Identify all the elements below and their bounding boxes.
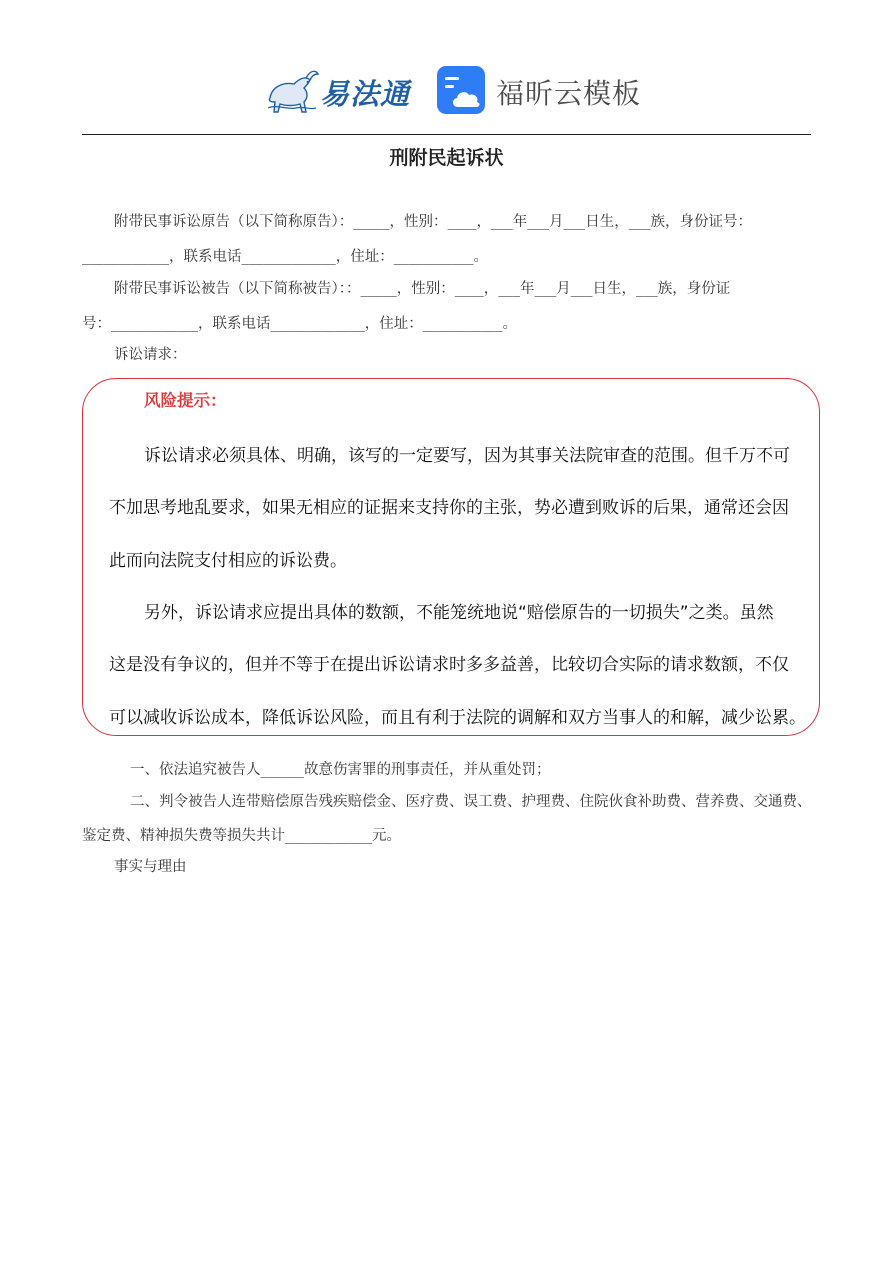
facts-label: 事实与理由 [114,859,187,875]
risk-notice-line: 诉讼请求必须具体、明确，该写的一定要写，因为其事关法院审查的范围。但千万不可 [144,446,790,466]
yifatong-logo [262,64,412,116]
claim-2-line-2: 鉴定费、精神损失费等损失共计____________元。 [82,828,401,844]
plaintiff-line-2: ____________，联系电话_____________，住址：___________。 [82,249,488,265]
risk-notice-line: 另外，诉讼请求应提出具体的数额，不能笼统地说“赔偿原告的一切损失”之类。虽然 [144,603,774,623]
claim-2-line-1: 二、判令被告人连带赔偿原告残疾赔偿金、医疗费、误工费、护理费、住院伙食补助费、营养费、交通费、 [130,794,812,810]
risk-notice-line: 这是没有争议的，但并不等于在提出诉讼请求时多多益善，比较切合实际的请求数额，不仅 [109,655,789,675]
page-title: 刑附民起诉状 [389,147,504,169]
defendant-line-2: 号：____________，联系电话_____________，住址：___________。 [82,316,517,332]
defendant-line-1: 附带民事诉讼被告（以下简称被告）：：_____，性别：____，___年___月___日生，___族，身份证 [114,281,731,297]
risk-notice-line: 此而向法院支付相应的诉讼费。 [109,551,347,571]
claim-1: 一、依法追究被告人______故意伤害罪的刑事责任，并从重处罚； [130,762,551,778]
logo2-text: 福昕云模板 [496,77,642,110]
logo1-text: 易法通 [320,77,411,111]
cloud-document-icon [436,65,486,115]
risk-notice-line: 不加思考地乱要求，如果无相应的证据来支持你的主张，势必遭到败诉的后果，通常还会因 [109,498,789,518]
risk-notice-title: 风险提示： [144,391,227,410]
risk-notice-box [82,378,820,736]
header [0,58,893,122]
qilin-icon [262,64,322,116]
claims-label: 诉讼请求： [114,347,187,363]
plaintiff-line-1: 附带民事诉讼原告（以下简称原告）：_____，性别：____，___年___月___日生，___族，身份证号： [114,214,752,230]
risk-notice-line: 可以减收诉讼成本，降低诉讼风险，而且有利于法院的调解和双方当事人的和解，减少讼累。 [109,708,806,728]
header-divider [82,134,811,135]
